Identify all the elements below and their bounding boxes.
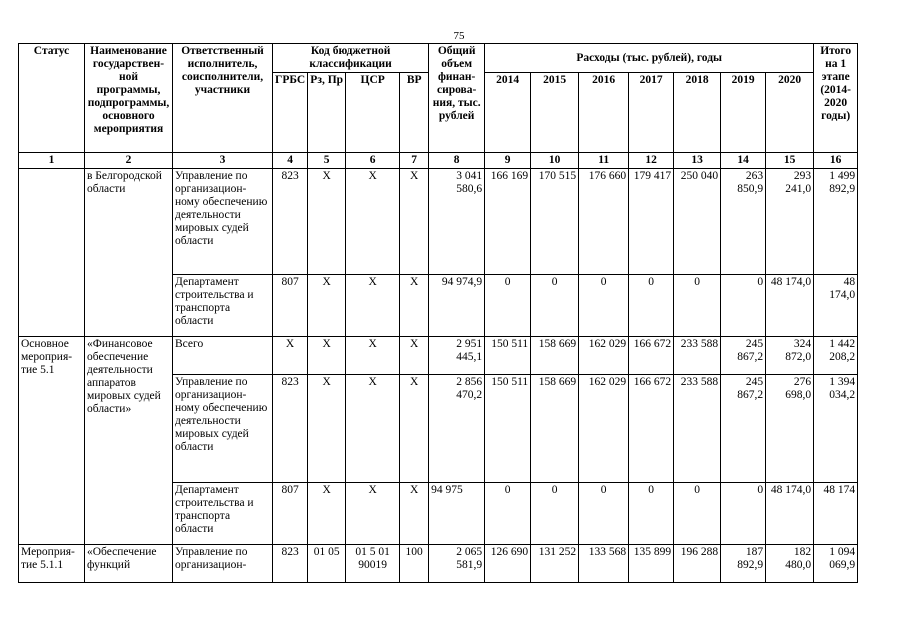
cell-rzpr: Х <box>308 337 346 375</box>
cell-year-value: 182 480,0 <box>766 545 814 583</box>
cell-rzpr: Х <box>308 275 346 337</box>
cell-responsible: Всего <box>173 337 273 375</box>
cell-year-value: 0 <box>674 483 721 545</box>
cell-total: 2 065 581,9 <box>429 545 485 583</box>
cell-total: 94 975 <box>429 483 485 545</box>
cell-vr: 100 <box>400 545 429 583</box>
cell-responsible: Департамент строительства и транспорта области <box>173 275 273 337</box>
header-year-2020: 2020 <box>766 73 814 153</box>
cell-year-value: 179 417 <box>629 169 674 275</box>
cell-grbs: 823 <box>273 545 308 583</box>
cell-responsible: Управление по организацион-ному обеспечению деятельности мировых судей области <box>173 169 273 275</box>
header-year-2017: 2017 <box>629 73 674 153</box>
cell-rzpr: Х <box>308 375 346 483</box>
cell-year-value: 276 698,0 <box>766 375 814 483</box>
cell-grbs: 823 <box>273 169 308 275</box>
col-number: 13 <box>674 153 721 169</box>
cell-year-value: 245 867,2 <box>721 375 766 483</box>
cell-csr: Х <box>346 275 400 337</box>
cell-year-value: 133 568 <box>579 545 629 583</box>
cell-year-value: 187 892,9 <box>721 545 766 583</box>
header-year-2018: 2018 <box>674 73 721 153</box>
cell-year-value: 48 174,0 <box>766 483 814 545</box>
cell-total: 94 974,9 <box>429 275 485 337</box>
header-year-2014: 2014 <box>485 73 531 153</box>
cell-total: 2 856 470,2 <box>429 375 485 483</box>
header-csr: ЦСР <box>346 73 400 153</box>
col-number: 9 <box>485 153 531 169</box>
cell-year-value: 48 174,0 <box>766 275 814 337</box>
header-total: Общий объем финан-сирова-ния, тыс. рублей <box>429 44 485 153</box>
col-number: 8 <box>429 153 485 169</box>
cell-year-value: 0 <box>674 275 721 337</box>
cell-grbs: 807 <box>273 275 308 337</box>
header-status: Статус <box>19 44 85 153</box>
header-vr: ВР <box>400 73 429 153</box>
col-number: 2 <box>85 153 173 169</box>
col-number: 3 <box>173 153 273 169</box>
cell-rzpr: Х <box>308 169 346 275</box>
cell-name: «Обеспечение функций <box>85 545 173 583</box>
cell-year-value: 0 <box>629 483 674 545</box>
cell-status: Основное мероприя-тие 5.1 <box>19 337 85 545</box>
cell-vr: Х <box>400 169 429 275</box>
cell-name: «Финансовое обеспечение деятельности аппаратов мировых судей области» <box>85 337 173 545</box>
cell-vr: Х <box>400 483 429 545</box>
cell-year-value: 196 288 <box>674 545 721 583</box>
cell-year-value: 176 660 <box>579 169 629 275</box>
cell-year-value: 0 <box>485 275 531 337</box>
cell-csr: Х <box>346 169 400 275</box>
cell-grbs: Х <box>273 337 308 375</box>
cell-stage-total: 48 174,0 <box>814 275 858 337</box>
col-number: 6 <box>346 153 400 169</box>
cell-rzpr: Х <box>308 483 346 545</box>
cell-year-value: 166 672 <box>629 375 674 483</box>
col-number: 5 <box>308 153 346 169</box>
header-rzpr: Рз, Пр <box>308 73 346 153</box>
cell-csr: Х <box>346 375 400 483</box>
cell-vr: Х <box>400 375 429 483</box>
col-number: 10 <box>531 153 579 169</box>
cell-status: Мероприя-тие 5.1.1 <box>19 545 85 583</box>
cell-status <box>19 169 85 337</box>
cell-vr: Х <box>400 275 429 337</box>
cell-year-value: 166 672 <box>629 337 674 375</box>
page-number: 75 <box>453 30 465 42</box>
cell-year-value: 293 241,0 <box>766 169 814 275</box>
cell-year-value: 162 029 <box>579 337 629 375</box>
cell-csr: Х <box>346 337 400 375</box>
header-expenses: Расходы (тыс. рублей), годы <box>485 44 814 73</box>
header-year-2015: 2015 <box>531 73 579 153</box>
cell-rzpr: 01 05 <box>308 545 346 583</box>
cell-year-value: 324 872,0 <box>766 337 814 375</box>
header-grbs: ГРБС <box>273 73 308 153</box>
cell-year-value: 162 029 <box>579 375 629 483</box>
cell-year-value: 166 169 <box>485 169 531 275</box>
cell-year-value: 233 588 <box>674 375 721 483</box>
cell-year-value: 250 040 <box>674 169 721 275</box>
cell-year-value: 0 <box>579 275 629 337</box>
cell-stage-total: 1 094 069,9 <box>814 545 858 583</box>
cell-year-value: 245 867,2 <box>721 337 766 375</box>
cell-year-value: 0 <box>721 483 766 545</box>
table-row <box>19 337 858 375</box>
header-year-2019: 2019 <box>721 73 766 153</box>
col-number: 1 <box>19 153 85 169</box>
cell-year-value: 126 690 <box>485 545 531 583</box>
cell-stage-total: 1 499 892,9 <box>814 169 858 275</box>
header-stage-total: Итого на 1 этапе (2014-2020 годы) <box>814 44 858 153</box>
cell-total: 3 041 580,6 <box>429 169 485 275</box>
header-responsible: Ответственный исполнитель, соисполнители, участники <box>173 44 273 153</box>
cell-year-value: 150 511 <box>485 375 531 483</box>
cell-year-value: 0 <box>721 275 766 337</box>
col-number: 16 <box>814 153 858 169</box>
cell-year-value: 0 <box>579 483 629 545</box>
cell-year-value: 0 <box>485 483 531 545</box>
cell-year-value: 0 <box>531 483 579 545</box>
cell-year-value: 150 511 <box>485 337 531 375</box>
cell-year-value: 158 669 <box>531 375 579 483</box>
col-number: 15 <box>766 153 814 169</box>
budget-table <box>18 43 858 583</box>
cell-stage-total: 48 174 <box>814 483 858 545</box>
col-number: 11 <box>579 153 629 169</box>
cell-csr: 01 5 01 90019 <box>346 545 400 583</box>
cell-year-value: 131 252 <box>531 545 579 583</box>
cell-csr: Х <box>346 483 400 545</box>
cell-year-value: 158 669 <box>531 337 579 375</box>
cell-year-value: 135 899 <box>629 545 674 583</box>
table-row <box>19 169 858 275</box>
col-number: 7 <box>400 153 429 169</box>
cell-year-value: 0 <box>629 275 674 337</box>
table-row <box>19 545 858 583</box>
cell-year-value: 233 588 <box>674 337 721 375</box>
col-number: 12 <box>629 153 674 169</box>
header-name: Наименование государствен-ной программы, подпрограммы, основного мероприятия <box>85 44 173 153</box>
cell-responsible: Управление по организацион-ному обеспечению деятельности мировых судей области <box>173 375 273 483</box>
cell-grbs: 823 <box>273 375 308 483</box>
cell-stage-total: 1 442 208,2 <box>814 337 858 375</box>
col-number: 14 <box>721 153 766 169</box>
cell-name: в Белгородской области <box>85 169 173 337</box>
cell-stage-total: 1 394 034,2 <box>814 375 858 483</box>
header-budget-code: Код бюджетной классификации <box>273 44 429 73</box>
header-year-2016: 2016 <box>579 73 629 153</box>
cell-total: 2 951 445,1 <box>429 337 485 375</box>
col-number: 4 <box>273 153 308 169</box>
cell-year-value: 263 850,9 <box>721 169 766 275</box>
cell-responsible: Департамент строительства и транспорта области <box>173 483 273 545</box>
cell-vr: Х <box>400 337 429 375</box>
cell-year-value: 0 <box>531 275 579 337</box>
cell-grbs: 807 <box>273 483 308 545</box>
cell-year-value: 170 515 <box>531 169 579 275</box>
cell-responsible: Управление по организацион- <box>173 545 273 583</box>
